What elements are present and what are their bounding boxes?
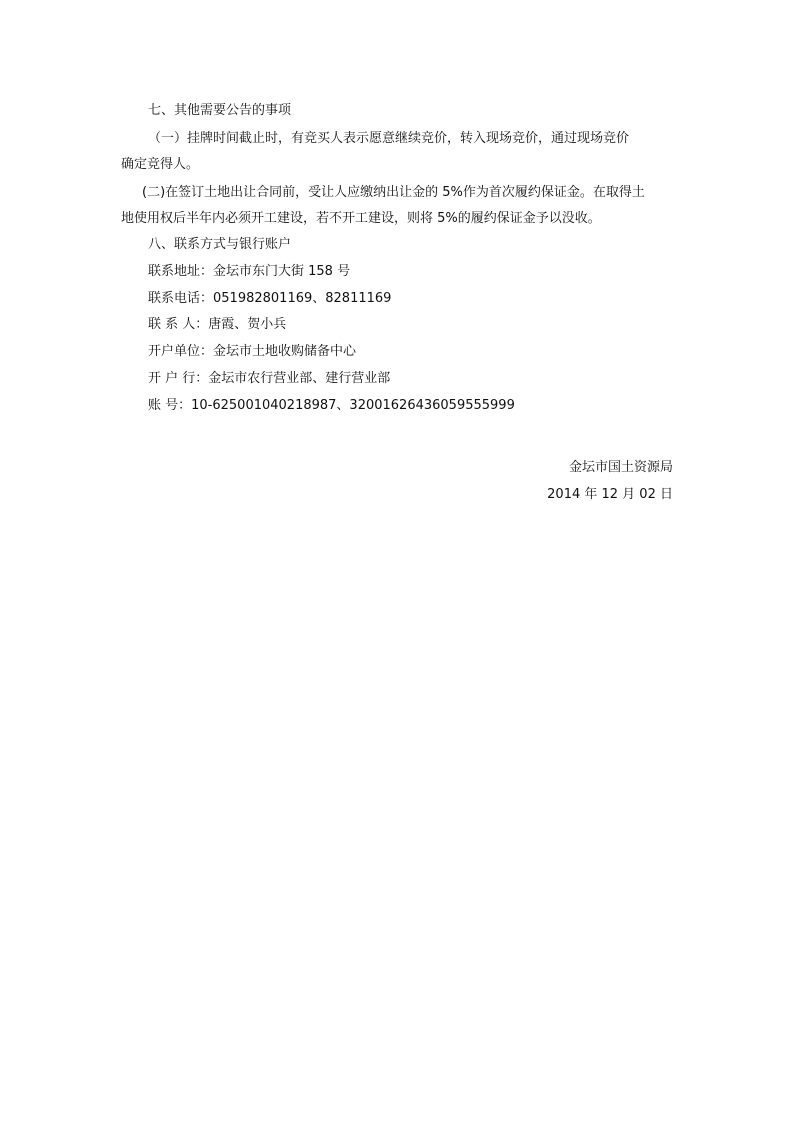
account-unit: 开户单位：金坛市土地收购储备中心 xyxy=(148,344,357,359)
contact-phone: 联系电话：051982801169、82811169 xyxy=(148,291,392,306)
issue-date: 2014 年 12 月 02 日 xyxy=(547,487,673,502)
section-7-item-1-line-1: （一）挂牌时间截止时，有竞买人表示愿意继续竞价，转入现场竞价，通过现场竞价 xyxy=(148,131,630,146)
section-8-heading: 八、联系方式与银行账户 xyxy=(148,237,292,252)
section-7-heading: 七、其他需要公告的事项 xyxy=(148,103,292,118)
account-number: 账 号：10-625001040218987、32001626436059555999 xyxy=(148,398,515,413)
bank-name: 开 户 行：金坛市农行营业部、建行营业部 xyxy=(148,371,391,386)
contact-address: 联系地址：金坛市东门大街 158 号 xyxy=(148,264,351,279)
section-7-item-2-line-2: 地使用权后半年内必须开工建设，若不开工建设，则将 5%的履约保证金予以没收。 xyxy=(121,211,601,226)
section-7-item-2-line-1: (二)在签订土地出让合同前，受让人应缴纳出让金的 5%作为首次履约保证金。在取得土 xyxy=(142,185,645,200)
issuer-name: 金坛市国土资源局 xyxy=(568,460,673,475)
section-7-item-1-line-2: 确定竞得人。 xyxy=(121,157,200,172)
contact-person: 联 系 人：唐霞、贺小兵 xyxy=(148,317,287,332)
